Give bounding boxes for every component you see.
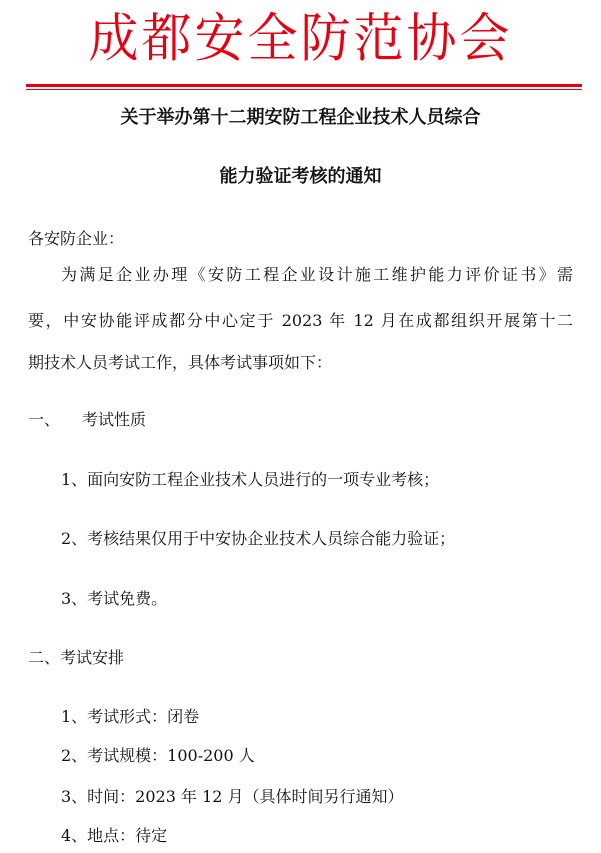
section-2-item-3: 3、时间：2023 年 12 月（具体时间另行通知） — [61, 787, 404, 806]
section-2-heading: 二、考试安排 — [28, 648, 125, 667]
section-1-item-3: 3、考试免费。 — [61, 589, 168, 608]
section-2-item-1: 1、考试形式：闭卷 — [61, 707, 200, 726]
letterhead-rule-thick — [26, 84, 582, 87]
section-1-number: 一、 — [28, 410, 61, 429]
intro-line-3: 期技术人员考试工作，具体考试事项如下： — [28, 353, 333, 372]
letterhead-org-name: 成都安全防范协会 — [88, 7, 513, 69]
notice-title-line-1: 关于举办第十二期安防工程企业技术人员综合 — [120, 107, 481, 128]
intro-line-2: 要，中安协能评成都分中心定于 2023 年 12 月在成都组织开展第十二 — [28, 311, 573, 330]
section-1-heading: 考试性质 — [82, 410, 147, 429]
section-2-item-2: 2、考试规模：100-200 人 — [61, 746, 255, 765]
section-1-item-1: 1、面向安防工程企业技术人员进行的一项专业考核； — [61, 470, 440, 489]
section-1-item-2: 2、考核结果仅用于中安协企业技术人员综合能力验证； — [61, 529, 456, 548]
section-2-item-4: 4、地点：待定 — [61, 826, 168, 845]
salutation: 各安防企业： — [28, 229, 125, 248]
notice-title-line-2: 能力验证考核的通知 — [219, 166, 382, 187]
letterhead-rule-thin — [26, 89, 582, 90]
intro-line-1: 为满足企业办理《安防工程企业设计施工维护能力评价证书》需 — [61, 265, 573, 284]
